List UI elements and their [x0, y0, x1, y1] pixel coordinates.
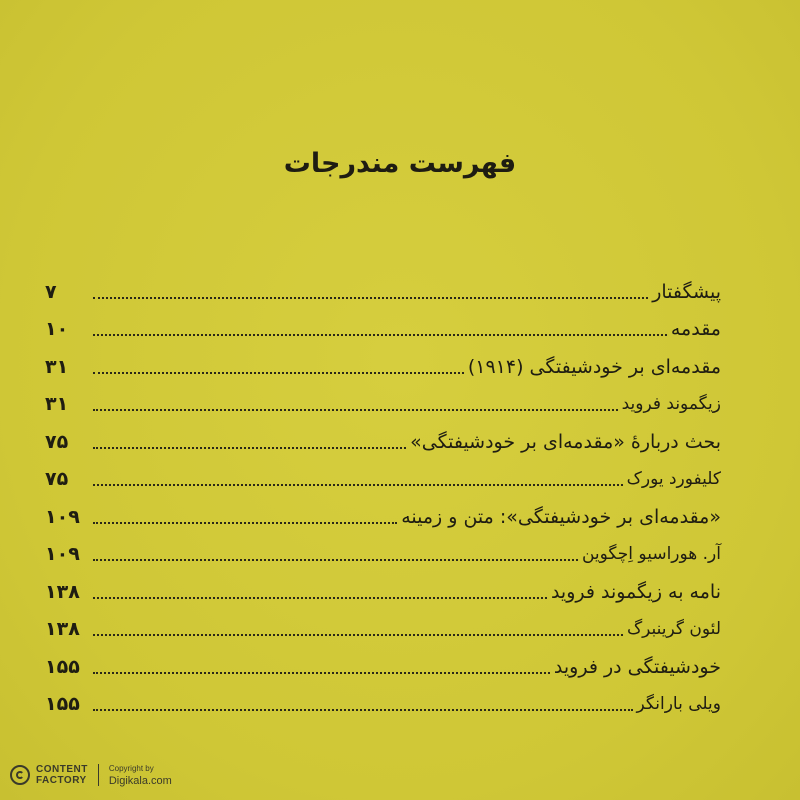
toc-entry — [45, 643, 721, 681]
toc-author-entry — [45, 381, 721, 419]
toc-entry — [45, 418, 721, 456]
dot-leader — [93, 597, 547, 599]
dot-leader — [93, 559, 578, 561]
dot-leader — [93, 709, 633, 711]
toc-page-number: ۱۳۸ — [45, 580, 80, 603]
toc-entry-title: پیشگفتار — [652, 280, 721, 303]
toc-entry-title: مقدمه‌ای بر خودشیفتگی (۱۹۱۴) — [467, 355, 721, 378]
toc-page-number: ۱۵۵ — [45, 693, 80, 715]
toc-entry-title: بحث دربارهٔ «مقدمه‌ای بر خودشیفتگی» — [410, 430, 721, 453]
toc-entry — [45, 268, 721, 306]
divider — [98, 764, 99, 786]
toc-page-number: ۳۱ — [45, 355, 69, 378]
toc-page-number: ۷۵ — [45, 430, 69, 453]
dot-leader — [93, 484, 623, 486]
brand-name — [36, 764, 88, 786]
brand-line-2: FACTORY — [36, 775, 87, 786]
table-of-contents — [45, 268, 721, 718]
toc-author-name: ویلی بارانگر — [636, 694, 721, 714]
toc-entry — [45, 306, 721, 344]
copyright-text: Copyright by — [108, 764, 154, 773]
toc-author-entry — [45, 531, 721, 569]
toc-page-number: ۱۵۵ — [45, 655, 80, 678]
toc-entry-title: نامه به زیگموند فروید — [550, 580, 721, 603]
toc-page-number: ۷۵ — [45, 468, 69, 490]
watermark — [10, 760, 172, 790]
toc-page-number: ۱۳۸ — [45, 618, 80, 640]
toc-entry — [45, 568, 721, 606]
toc-page-number: ۱۰۹ — [45, 543, 80, 565]
dot-leader — [93, 522, 397, 524]
toc-entry — [45, 343, 721, 381]
brand-line-1: CONTENT — [36, 764, 88, 775]
toc-author-name: لئون گرینبرگ — [626, 619, 721, 639]
toc-author-name: آر. هوراسیو اِچگوین — [581, 544, 721, 564]
dot-leader — [93, 297, 648, 299]
toc-page-number: ۷ — [45, 280, 57, 303]
dot-leader — [93, 409, 618, 411]
toc-author-name: کلیفورد یورک — [626, 469, 721, 489]
toc-author-entry — [45, 606, 721, 644]
copyright-credit — [109, 763, 172, 787]
toc-entry-title: خودشیفتگی در فروید — [553, 655, 721, 678]
dot-leader — [93, 334, 667, 336]
dot-leader — [93, 672, 550, 674]
toc-entry-title: مقدمه — [670, 318, 721, 340]
dot-leader — [93, 447, 406, 449]
toc-entry-title: «مقدمه‌ای بر خودشیفتگی»: متن و زمینه — [401, 505, 721, 528]
toc-page-number: ۳۱ — [45, 393, 69, 415]
toc-author-name: زیگموند فروید — [621, 394, 721, 414]
toc-entry — [45, 493, 721, 531]
toc-page-number: ۱۰۹ — [45, 505, 80, 528]
toc-author-entry — [45, 456, 721, 494]
dot-leader — [93, 634, 623, 636]
toc-author-entry — [45, 681, 721, 719]
site-name: Digikala.com — [108, 775, 172, 787]
content-factory-logo-icon — [10, 765, 30, 785]
dot-leader — [93, 372, 464, 374]
toc-page-number: ۱۰ — [45, 318, 69, 340]
page-title: فهرست مندرجات — [283, 148, 517, 179]
